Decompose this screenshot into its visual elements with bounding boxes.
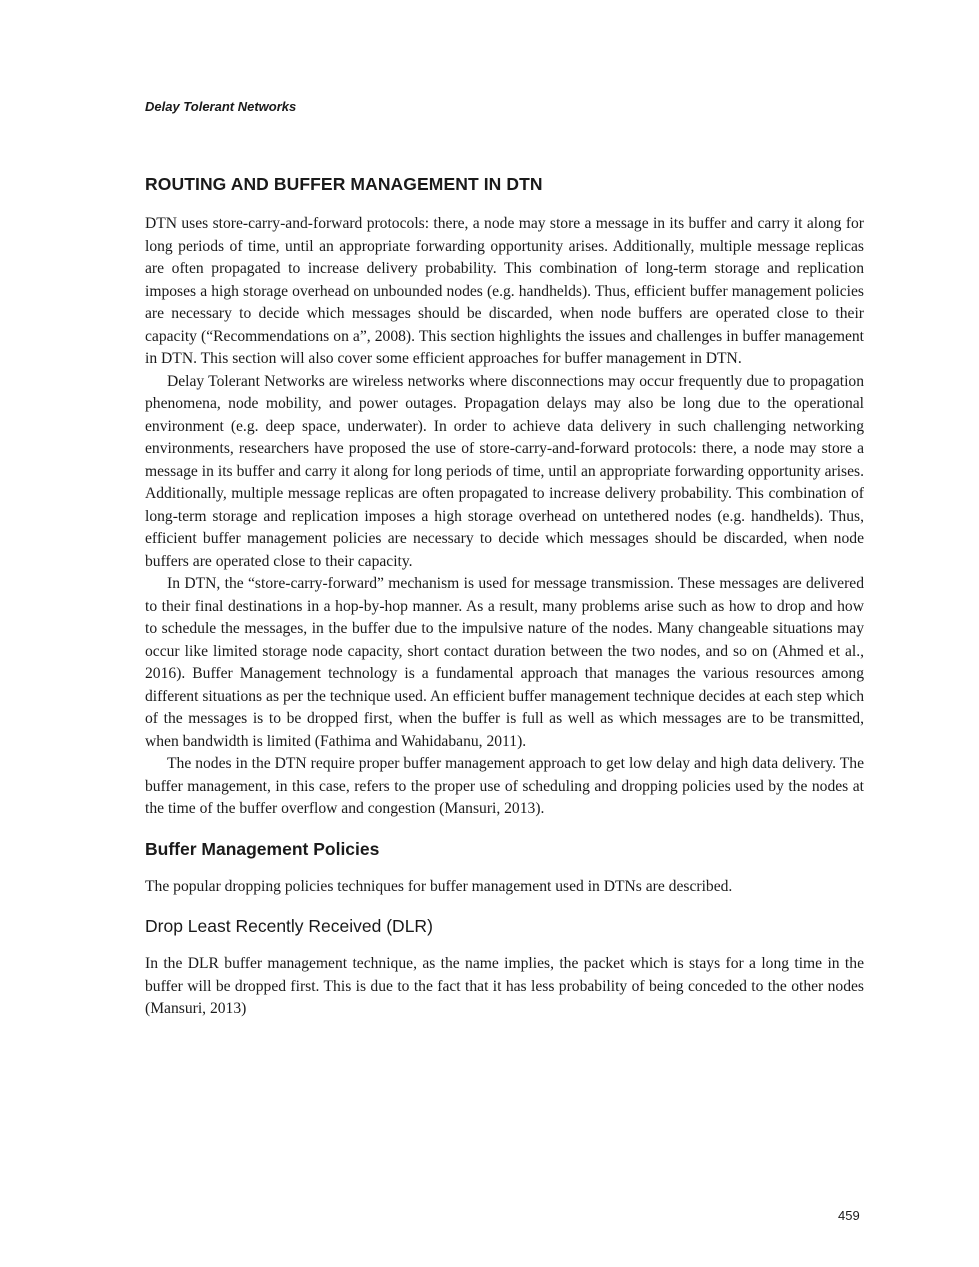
page-body [145, 172, 864, 1021]
subsection-title: Buffer Management Policies [145, 838, 380, 859]
running-head: Delay Tolerant Networks [145, 99, 297, 114]
subsubsection-paragraph: In the DLR buffer management technique, as the name implies, the packet which is stays for a long time in the buffer will be dropped first. This is due to the fact that it has less probability of being conceded to the other nodes (Mansuri, 2013) [145, 955, 864, 1017]
page-number: 459 [838, 1208, 860, 1223]
body-paragraph-3: In DTN, the “store-carry-forward” mechanism is used for message transmission. These messages are delivered to their final destinations in a hop-by-hop manner. As a result, many problems arise such as how to drop and how to schedule the messages, in the buffer due to the impulsive nature of the nodes. Many changeable situations may occur like limited storage node capacity, short contact duration between the two nodes, and so on (Ahmed et al., 2016). Buffer Management technology is a fundamental approach that manages the various resources among different situations as per the technique used. An efficient buffer management technique decides at each step which of the messages is to be dropped first, when the buffer is full as well as which messages are to be transmitted, when bandwidth is limited (Fathima and Wahidabanu, 2011). [145, 575, 864, 750]
subsection-paragraph: The popular dropping policies techniques for buffer management used in DTNs are described. [145, 877, 733, 895]
body-paragraph-2: Delay Tolerant Networks are wireless networks where disconnections may occur frequently due to propagation phenomena, node mobility, and power outages. Propagation delays may also be long due to the operational environment (e.g. deep space, underwater). In order to achieve data delivery in such challenging networking environments, researchers have proposed the use of store-carry-and-forward protocols: there, a node may store a message in its buffer and carry it along for long periods of time, until an appropriate forwarding opportunity arises. Additionally, multiple message replicas are often propagated to increase delivery probability. This combination of long-term storage and replication imposes a high storage overhead on untethered nodes (e.g. handhelds). Thus, efficient buffer management policies are necessary to decide which messages should be discarded, when node buffers are operated close to their capacity. [145, 372, 864, 570]
subsubsection-title: Drop Least Recently Received (DLR) [145, 916, 433, 936]
body-paragraph-1: DTN uses store-carry-and-forward protocols: there, a node may store a message in its buffer and carry it along for long periods of time, until an appropriate forwarding opportunity arises. Additionally, multiple message replicas are often propagated to increase delivery probability. This combination of long-term storage and replication imposes a high storage overhead on unbounded nodes (e.g. handhelds). Thus, efficient buffer management policies are necessary to decide which messages should be discarded, when node buffers are operated close to their capacity (“Recommendations on a”, 2008). This section highlights the issues and challenges in buffer management in DTN. This section will also cover some efficient approaches for buffer management in DTN. [145, 215, 864, 367]
body-paragraph-4: The nodes in the DTN require proper buffer management approach to get low delay and high data delivery. The buffer management, in this case, refers to the proper use of scheduling and dropping policies used by the nodes at the time of the buffer overflow and congestion (Mansuri, 2013). [145, 755, 864, 817]
section-title: ROUTING AND BUFFER MANAGEMENT IN DTN [145, 174, 543, 194]
